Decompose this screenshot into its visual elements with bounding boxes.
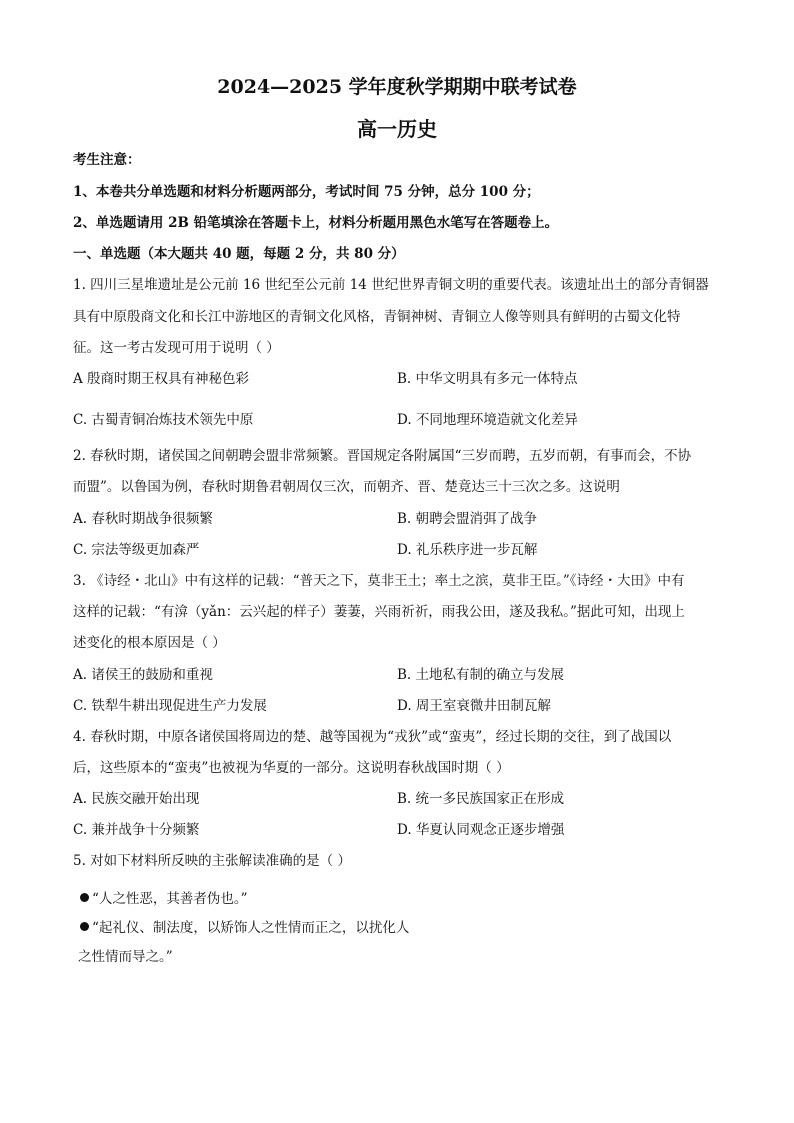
q3-line-1: 3. 《诗经・北山》中有这样的记载：“普天之下，莫非王土；率土之滨，莫非王臣。”《诗经・大田》中有 [73, 573, 685, 589]
q3-option-c: C. 铁犁牛耕出现促进生产力发展 [73, 698, 267, 714]
q1-option-b: B. 中华文明具有多元一体特点 [397, 371, 578, 387]
q2-option-b: B. 朝聘会盟消弭了战争 [397, 511, 538, 527]
q3-option-a: A. 诸侯王的鼓励和重视 [73, 667, 213, 683]
q2-line-1: 2. 春秋时期，诸侯国之间朝聘会盟非常频繁。晋国规定各附属国“三岁而聘，五岁而朝，有事而会，不协 [73, 448, 692, 464]
q4-option-b: B. 统一多民族国家正在形成 [397, 791, 565, 807]
q3-line-3: 述变化的根本原因是（ ） [73, 635, 226, 651]
q2-option-d: D. 礼乐秩序进一步瓦解 [397, 542, 538, 558]
q5-quote-1 [80, 889, 248, 909]
q5-quote-2-cont: 之性情而导之。” [78, 949, 173, 965]
q1-option-d: D. 不同地理环境造就文化差异 [397, 412, 578, 428]
bullet-dot-icon [80, 922, 89, 931]
q5-quote-1-text: “人之性恶，其善者伪也。” [92, 891, 248, 907]
q2-option-c: C. 宗法等级更加森严 [73, 542, 200, 558]
q1-line-1: 1. 四川三星堆遗址是公元前 16 世纪至公元前 14 世纪世界青铜文明的重要代表。该遗址出土的部分青铜器 [73, 277, 709, 293]
notice-item-2: 2、单选题请用 2B 铅笔填涂在答题卡上，材料分析题用黑色水笔写在答题卷上。 [73, 215, 559, 231]
q3-option-d: D. 周王室衰微井田制瓦解 [397, 698, 551, 714]
q3-option-b: B. 土地私有制的确立与发展 [397, 667, 565, 683]
q2-option-a: A. 春秋时期战争很频繁 [73, 511, 213, 527]
q3-line-2: 这样的记载：“有渰（yǎn：云兴起的样子）萋萋，兴雨祈祈，雨我公田，遂及我私。”据此可知，出现上 [73, 604, 685, 620]
q4-line-2: 后，这些原本的“蛮夷”也被视为华夏的一部分。这说明春秋战国时期（ ） [73, 760, 510, 776]
q4-option-c: C. 兼并战争十分频繁 [73, 822, 200, 838]
section-heading: 一、单选题（本大题共 40 题，每题 2 分，共 80 分） [73, 246, 405, 262]
bullet-dot-icon [80, 893, 89, 902]
exam-title: 2024—2025 学年度秋学期期中联考试卷 [217, 76, 577, 98]
exam-subject: 高一历史 [357, 117, 437, 141]
q1-line-3: 征。这一考古发现可用于说明（ ） [73, 340, 280, 356]
notice-heading: 考生注意： [73, 152, 141, 168]
q5-line-1: 5. 对如下材料所反映的主张解读准确的是（ ） [73, 853, 351, 869]
q1-option-a: A 殷商时期王权具有神秘色彩 [73, 371, 250, 387]
q5-quote-2-text: “起礼仪、制法度，以矫饰人之性情而正之，以扰化人 [92, 920, 410, 936]
q4-line-1: 4. 春秋时期，中原各诸侯国将周边的楚、越等国视为“戎狄”或“蛮夷”，经过长期的交往，到了战国以 [73, 729, 672, 745]
notice-item-1: 1、本卷共分单选题和材料分析题两部分，考试时间 75 分钟，总分 100 分； [73, 184, 540, 200]
q5-quote-2 [80, 918, 409, 938]
q2-line-2: 而盟”。以鲁国为例，春秋时期鲁君朝周仅三次，而朝齐、晋、楚竟达三十三次之多。这说明 [73, 479, 620, 495]
q4-option-a: A. 民族交融开始出现 [73, 791, 200, 807]
q4-option-d: D. 华夏认同观念正逐步增强 [397, 822, 565, 838]
q1-line-2: 具有中原殷商文化和长江中游地区的青铜文化风格，青铜神树、青铜立人像等则具有鲜明的古蜀文化特 [73, 309, 681, 325]
q1-option-c: C. 古蜀青铜冶炼技术领先中原 [73, 412, 254, 428]
